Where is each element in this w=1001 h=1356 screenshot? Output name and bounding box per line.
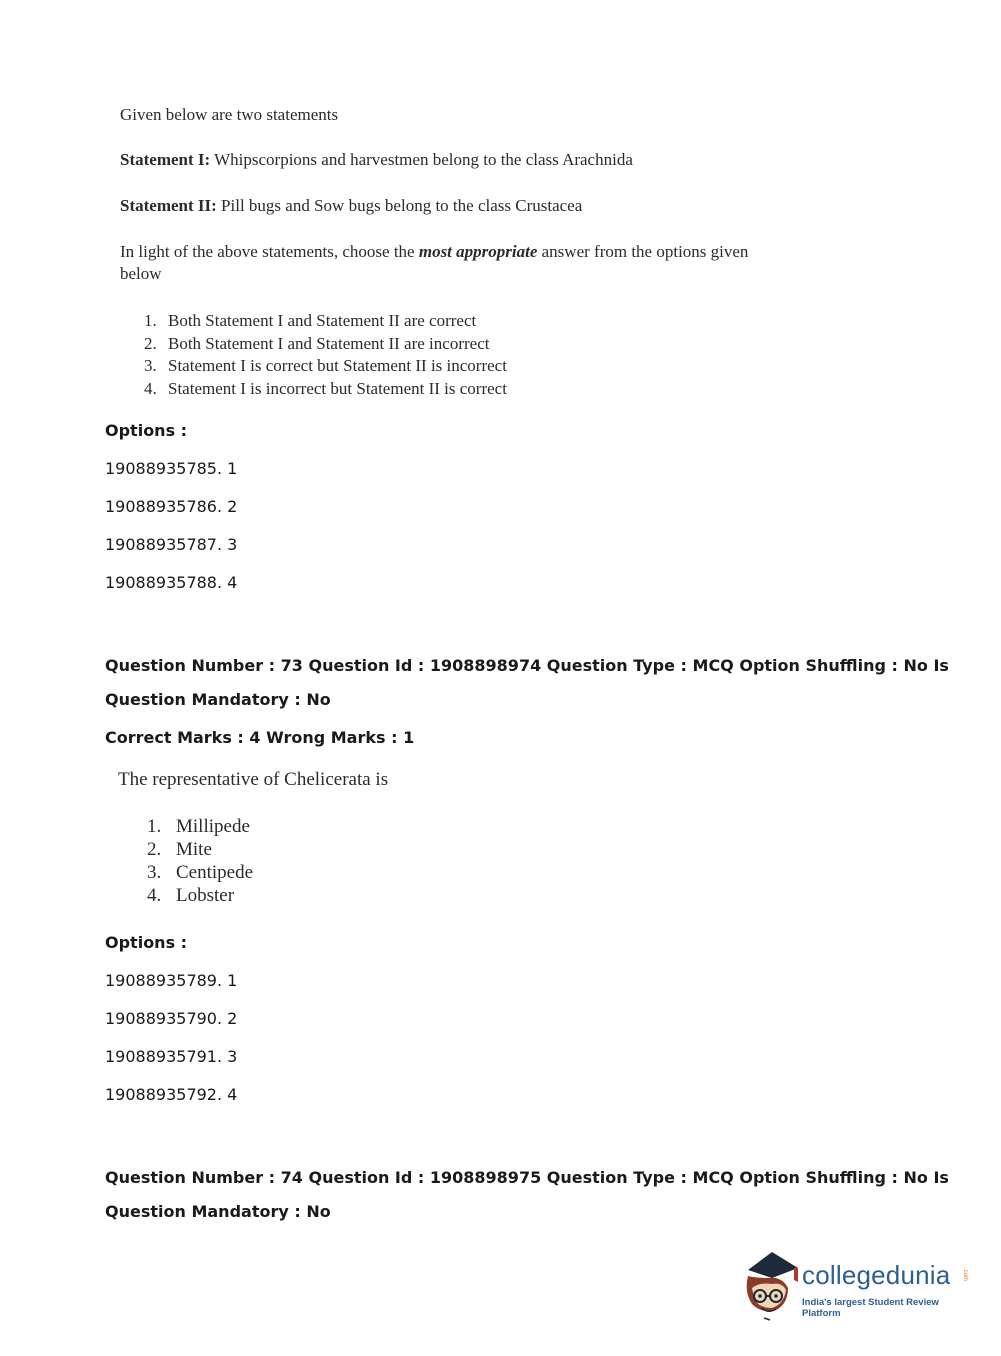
q73-choice-list xyxy=(147,815,253,907)
q72-statement-1 xyxy=(120,149,633,171)
q72-option-1: 19088935785. 1 xyxy=(105,459,238,478)
q72-instruction-line2: below xyxy=(120,264,162,283)
logo-com: .com xyxy=(962,1268,968,1282)
q73-options-heading: Options : xyxy=(105,933,188,952)
q72-choice-list xyxy=(144,310,507,401)
q72-statement-2 xyxy=(120,195,582,217)
q72-instruction-emphasis: most appropriate xyxy=(418,242,538,261)
q72-option-3: 19088935787. 3 xyxy=(105,535,238,554)
q73-header-line1: Question Number : 73 Question Id : 1908898974 Question Type : MCQ Option Shuffling : No Is xyxy=(105,656,949,675)
q72-statement-2-label: Statement II: xyxy=(120,196,217,215)
q72-option-4: 19088935788. 4 xyxy=(105,573,238,592)
list-item: 1. Both Statement I and Statement II are correct xyxy=(144,311,477,330)
q73-option-1: 19088935789. 1 xyxy=(105,971,238,990)
q72-instruction-post: answer from the options given xyxy=(537,242,749,261)
list-item: 1. Millipede xyxy=(147,816,250,837)
list-item: 4. Lobster xyxy=(147,885,235,906)
q72-statement-1-label: Statement I: xyxy=(120,150,211,169)
q73-header-line2: Question Mandatory : No xyxy=(105,690,331,709)
logo-wordmark: collegedunia xyxy=(802,1260,951,1290)
list-item: 3. Statement I is correct but Statement II is incorrect xyxy=(144,356,507,376)
mascot-icon xyxy=(742,1248,800,1322)
list-item: 3. Centipede xyxy=(147,862,254,883)
q73-option-4: 19088935792. 4 xyxy=(105,1085,238,1104)
q74-header-line1: Question Number : 74 Question Id : 1908898975 Question Type : MCQ Option Shuffling : No Is xyxy=(105,1168,949,1187)
logo-tagline: India's largest Student Review Platform xyxy=(802,1297,939,1319)
q73-option-3: 19088935791. 3 xyxy=(105,1047,238,1066)
q72-instruction xyxy=(120,241,748,263)
collegedunia-logo xyxy=(742,1246,972,1324)
q73-question: The representative of Chelicerata is xyxy=(118,769,389,790)
q72-statement-2-text: Pill bugs and Sow bugs belong to the class Crustacea xyxy=(216,196,583,215)
q74-header-line2: Question Mandatory : No xyxy=(105,1202,331,1221)
list-item: 4. Statement I is incorrect but Statement II is correct xyxy=(144,379,507,399)
q72-instruction-pre: In light of the above statements, choose the xyxy=(120,242,419,261)
list-item: 2. Mite xyxy=(147,839,212,860)
q72-options-heading: Options : xyxy=(105,421,188,440)
q73-option-2: 19088935790. 2 xyxy=(105,1009,238,1028)
list-item: 2. Both Statement I and Statement II are incorrect xyxy=(144,333,490,353)
q72-option-2: 19088935786. 2 xyxy=(105,497,238,516)
q72-statement-1-text: Whipscorpions and harvestmen belong to the class Arachnida xyxy=(210,150,633,169)
q73-marks: Correct Marks : 4 Wrong Marks : 1 xyxy=(105,728,415,747)
q72-intro: Given below are two statements xyxy=(120,105,339,124)
